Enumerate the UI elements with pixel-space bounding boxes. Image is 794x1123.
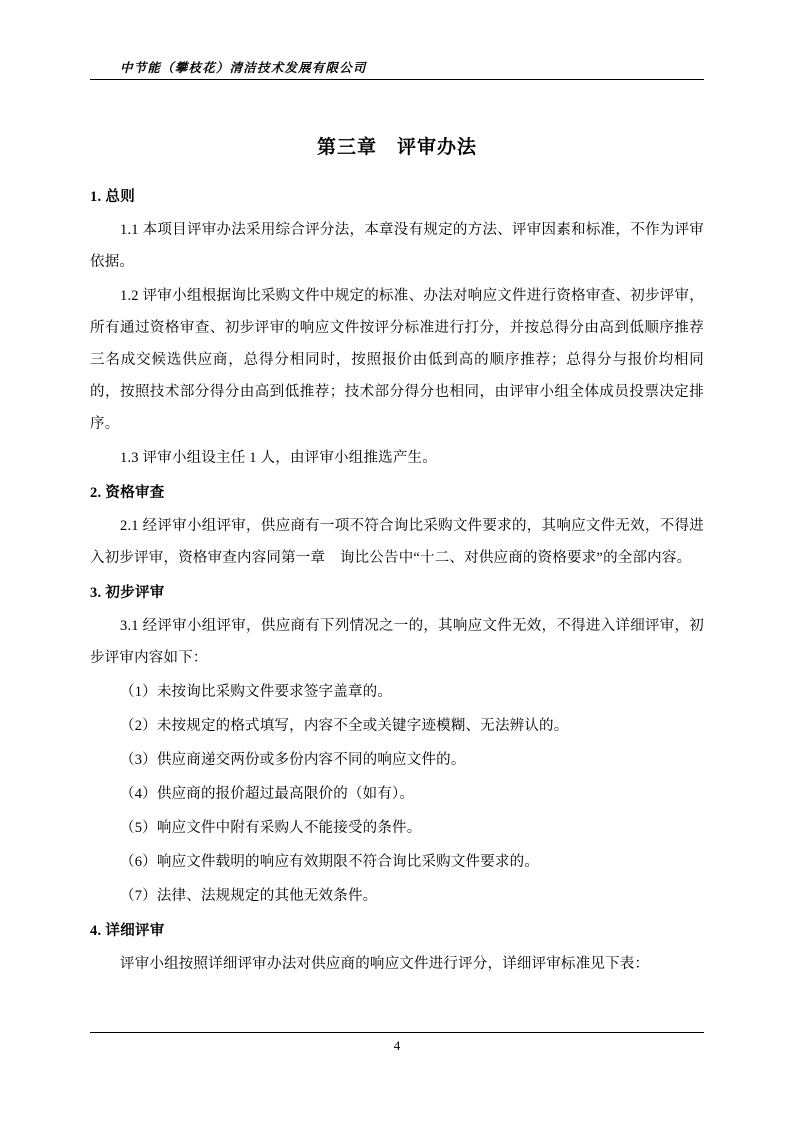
paragraph: 评审小组按照详细评审办法对供应商的响应文件进行评分，详细评审标准见下表： xyxy=(120,956,650,972)
list-item: （7）法律、法规规定的其他无效条件。 xyxy=(120,888,378,904)
paragraph: 1.2 评审小组根据询比采购文件中规定的标准、办法对响应文件进行资格审查、初步评审，所有通过资格审查、初步评审的响应文件按评分标准进行打分，并按总得分由高到低顺序推荐三名成交候选供应商，总得分相同时，按照报价由低到高的顺序推荐；总得分与报价均相同的，按照技术部分得分由高到低推荐；技术部分得分也相同，由评审小组全体成员投票决定排序。 xyxy=(90,288,704,432)
footer-divider xyxy=(90,1032,704,1033)
list-item: （5）响应文件中附有采购人不能接受的条件。 xyxy=(120,820,422,836)
paragraph: 1.1 本项目评审办法采用综合评分法，本章没有规定的方法、评审因素和标准，不作为评审依据。 xyxy=(90,222,704,270)
paragraph: 1.3 评审小组设主任 1 人，由评审小组推选产生。 xyxy=(120,450,437,466)
list-item: （4）供应商的报价超过最高限价的（如有）。 xyxy=(120,786,415,802)
paragraph: 2.1 经评审小组评审，供应商有一项不符合询比采购文件要求的，其响应文件无效，不得进入初步评审，资格审查内容同第一章 询比公告中“十二、对供应商的资格要求”的全部内容。 xyxy=(90,518,704,566)
list-item: （2）未按规定的格式填写，内容不全或关键字迹模糊、无法辨认的。 xyxy=(120,718,569,734)
list-item: （3）供应商递交两份或多份内容不同的响应文件的。 xyxy=(120,752,466,768)
document-body xyxy=(90,132,704,980)
section-heading-preliminary-review: 3. 初步评审 xyxy=(90,585,165,601)
page-header xyxy=(90,58,704,80)
page-number: 4 xyxy=(393,1038,401,1053)
list-item: （1）未按询比采购文件要求签字盖章的。 xyxy=(120,684,393,700)
section-heading-detailed-review: 4. 详细评审 xyxy=(90,923,165,939)
paragraph: 3.1 经评审小组评审，供应商有下列情况之一的，其响应文件无效，不得进入详细评审，初步评审内容如下： xyxy=(90,618,704,666)
section-heading-general: 1. 总则 xyxy=(90,189,135,205)
header-company-name: 中节能（攀枝花）清洁技术发展有限公司 xyxy=(120,61,367,75)
page-title: 第三章 评审办法 xyxy=(316,137,477,158)
list-item: （6）响应文件载明的响应有效期限不符合询比采购文件要求的。 xyxy=(120,854,540,870)
section-heading-qualification-review: 2. 资格审查 xyxy=(90,485,165,501)
